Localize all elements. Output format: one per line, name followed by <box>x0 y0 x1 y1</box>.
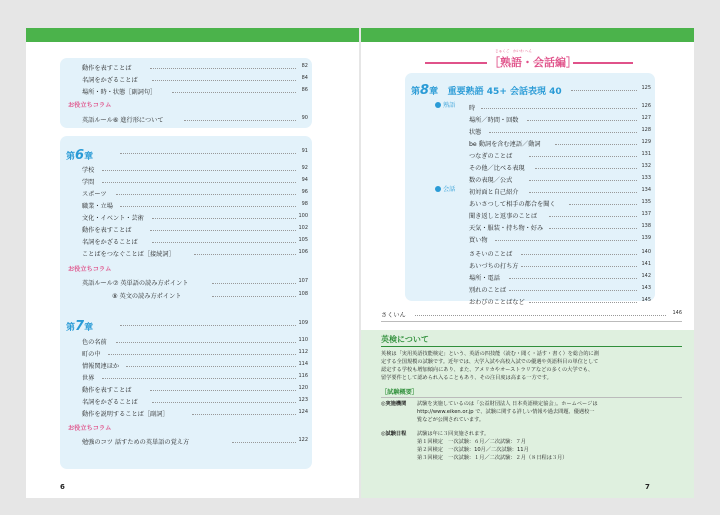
toc-page: 131 <box>641 151 651 157</box>
toc-row[interactable] <box>60 247 312 259</box>
toc-label: 名詞をかざることば <box>82 77 138 84</box>
toc-label: あいづちの打ち方 <box>469 263 519 270</box>
toc-row[interactable] <box>60 371 312 383</box>
toc-page: 137 <box>641 211 651 217</box>
toc-row[interactable] <box>405 247 655 259</box>
toc-label: 色の名前 <box>82 339 107 346</box>
toc-page: 92 <box>301 165 308 171</box>
toc-page: 108 <box>298 291 308 297</box>
toc-label: 情報関連ほか <box>82 363 120 370</box>
left-page <box>26 28 359 498</box>
org-label: ◎実施機関 <box>381 401 407 407</box>
toc-page: 84 <box>301 75 308 81</box>
toc-label: 勉強のコツ 話すための英単語の覚え方 <box>82 439 190 446</box>
toc-row[interactable] <box>60 199 312 211</box>
toc-row[interactable] <box>60 318 312 330</box>
toc-page: 116 <box>298 373 308 379</box>
toc-label: 職業・立場 <box>82 203 113 210</box>
toc-row[interactable] <box>60 289 312 301</box>
chapter8-heading[interactable]: 第8章 重要熟語 45+ 会話表現 40 <box>411 83 562 98</box>
toc-label: 町の中 <box>82 351 101 358</box>
toc-row[interactable] <box>405 197 655 209</box>
toc-page: 143 <box>641 285 651 291</box>
toc-row[interactable] <box>60 347 312 359</box>
toc-page: 141 <box>641 261 651 267</box>
toc-row[interactable] <box>60 359 312 371</box>
section-ruby: じゅくご かいわ へん <box>495 49 533 53</box>
toc-page: 96 <box>301 189 308 195</box>
toc-label: be 動詞を含む連語／動詞 <box>469 141 541 148</box>
toc-page: 106 <box>298 249 308 255</box>
toc-row[interactable] <box>405 259 655 271</box>
toc-row[interactable] <box>405 209 655 221</box>
org-line: 覧などが公開されています。 <box>417 417 485 423</box>
toc-page: 139 <box>641 235 651 241</box>
toc-label: 文化・イベント・芸術 <box>82 215 144 222</box>
toc-page: 140 <box>641 249 651 255</box>
toc-page: 145 <box>641 297 651 303</box>
toc-page: 127 <box>641 115 651 121</box>
toc-label: ⑧ 英文の読み方ポイント <box>112 293 182 300</box>
toc-row[interactable] <box>60 395 312 407</box>
toc-page: 110 <box>298 337 308 343</box>
toc-row[interactable] <box>405 125 655 137</box>
toc-label: 場所・電話 <box>469 275 500 282</box>
column-label: お役立ちコラム <box>68 266 112 273</box>
left-top-bar <box>26 28 359 42</box>
toc-page: 128 <box>641 127 651 133</box>
toc-page: 125 <box>641 85 651 91</box>
toc-label: つなぎのことば <box>469 153 513 160</box>
org-line: http://www.eiken.or.jp で、試験に関する詳しい情報や過去問題、優遇校一 <box>417 409 595 415</box>
toc-row[interactable] <box>405 161 655 173</box>
toc-label: 世界 <box>82 375 95 382</box>
toc-row[interactable] <box>405 83 655 95</box>
toc-label: 買い物 <box>469 237 488 244</box>
toc-row[interactable] <box>405 113 655 125</box>
toc-row[interactable] <box>405 185 655 197</box>
index-row[interactable] <box>381 308 682 320</box>
org-line: 試験を実施しているのは「公益財団法人 日本英語検定協会」。ホームページは <box>417 401 598 407</box>
chapter6-heading[interactable]: 第6章 <box>66 148 94 163</box>
toc-row[interactable] <box>405 221 655 233</box>
toc-row[interactable] <box>60 175 312 187</box>
chapter5-tail-card <box>60 58 312 128</box>
right-page <box>361 28 694 498</box>
toc-row[interactable] <box>405 137 655 149</box>
toc-page: 98 <box>301 201 308 207</box>
eiken-intro-line: 認定する学校も増加傾向にあり、また、アメリカやオーストラリアなどの多くの大学でも、 <box>381 367 594 373</box>
toc-label: 数の表現／公式 <box>469 177 513 184</box>
toc-label: ことばをつなぐことば［接続詞］ <box>82 251 175 258</box>
page-number: 7 <box>645 483 650 491</box>
toc-label: 学問 <box>82 179 95 186</box>
toc-page: 109 <box>298 320 308 326</box>
schedule-label: ◎試験日程 <box>381 431 407 437</box>
toc-row[interactable] <box>405 295 655 307</box>
toc-label: 学校 <box>82 167 95 174</box>
toc-row[interactable] <box>60 85 312 97</box>
toc-label: 動作を表すことば <box>82 227 132 234</box>
toc-page: 133 <box>641 175 651 181</box>
section-title: ［熟語・会話編］ <box>489 56 577 69</box>
eiken-intro-line: 留学要件として認められ入ることもあり、その注目度は高まる一方です。 <box>381 375 552 381</box>
toc-label: 初対面と自己紹介 <box>469 189 519 196</box>
toc-label: 天気・服装・持ち物・好み <box>469 225 544 232</box>
index-rule <box>381 321 682 322</box>
toc-label: 場所・時・状態［副詞句］ <box>82 89 157 96</box>
title-line-left <box>425 62 487 64</box>
toc-page: 105 <box>298 237 308 243</box>
toc-row[interactable] <box>405 233 655 245</box>
toc-row[interactable] <box>405 149 655 161</box>
overview-label: ［試験概要］ <box>381 389 419 396</box>
idioms-tag: 熟語 <box>435 100 455 109</box>
toc-page: 82 <box>301 63 308 69</box>
toc-page: 129 <box>641 139 651 145</box>
toc-label: その他／比べる表現 <box>469 165 525 172</box>
toc-page: 142 <box>641 273 651 279</box>
index-label: さくいん <box>381 312 406 319</box>
toc-page: 107 <box>298 278 308 284</box>
overview-rule <box>381 397 682 398</box>
toc-label: スポーツ <box>82 191 107 198</box>
toc-label: 名詞をかざることば <box>82 399 138 406</box>
toc-page: 91 <box>301 148 308 154</box>
toc-row[interactable] <box>60 73 312 85</box>
chapter7-card <box>60 309 312 469</box>
toc-page: 120 <box>298 385 308 391</box>
toc-label: 英語ルール⑦ 英単語の読み方ポイント <box>82 280 189 287</box>
toc-row[interactable] <box>405 271 655 283</box>
toc-page: 100 <box>298 213 308 219</box>
toc-label: おわびのことばなど <box>469 299 525 306</box>
toc-row[interactable] <box>60 146 312 158</box>
eiken-intro-line: 英検は「実用英語技能検定」という、英語の四技能（読む・聞く・話す・書く）を総合的に測 <box>381 351 599 357</box>
toc-label: 聞き返しと返事のことば <box>469 213 538 220</box>
eiken-rule <box>381 346 682 347</box>
toc-page: 124 <box>298 409 308 415</box>
toc-page: 126 <box>641 103 651 109</box>
toc-row[interactable] <box>60 335 312 347</box>
column-label: お役立ちコラム <box>68 102 112 109</box>
chapter8-card <box>405 73 655 306</box>
eiken-intro-line: 定する全国規模の試験です。近年では、大学入試や高校入試での優遇や英語科目の単位として <box>381 359 599 365</box>
toc-row[interactable] <box>60 61 312 73</box>
toc-label: 動作を表すことば <box>82 65 132 72</box>
toc-page: 122 <box>298 437 308 443</box>
toc-label: あいさつして相手の都合を聞く <box>469 201 556 208</box>
toc-label: 動作を説明することば［副詞］ <box>82 411 169 418</box>
toc-label: さそいのことば <box>469 251 513 258</box>
toc-page: 94 <box>301 177 308 183</box>
toc-page: 112 <box>298 349 308 355</box>
schedule-line: 第２回検定 一次試験：10月／二次試験：11月 <box>417 447 529 453</box>
toc-label: 動作を表すことば <box>82 387 132 394</box>
toc-page: 135 <box>641 199 651 205</box>
toc-label: 別れのことば <box>469 287 507 294</box>
toc-label: 英語ルール⑥ 進行形について <box>82 117 164 124</box>
toc-page: 123 <box>298 397 308 403</box>
toc-label: 状態 <box>469 129 482 136</box>
toc-page: 102 <box>298 225 308 231</box>
toc-row[interactable] <box>60 211 312 223</box>
toc-page: 132 <box>641 163 651 169</box>
page-number: 6 <box>60 483 65 491</box>
toc-row[interactable] <box>405 101 655 113</box>
eiken-title: 英検について <box>381 335 429 344</box>
toc-row[interactable] <box>60 407 312 419</box>
toc-row[interactable] <box>60 187 312 199</box>
schedule-line: 第１回検定 一次試験：６月／二次試験：７月 <box>417 439 526 445</box>
toc-row[interactable] <box>60 435 312 447</box>
toc-page: 86 <box>301 87 308 93</box>
column-label: お役立ちコラム <box>68 425 112 432</box>
toc-row[interactable] <box>405 283 655 295</box>
chapter7-heading[interactable]: 第7章 <box>66 319 94 334</box>
chapter6-card <box>60 136 312 332</box>
toc-row[interactable] <box>60 276 312 288</box>
toc-row[interactable] <box>60 383 312 395</box>
toc-page: 90 <box>301 115 308 121</box>
title-line-right <box>573 62 633 64</box>
toc-page: 134 <box>641 187 651 193</box>
toc-page: 138 <box>641 223 651 229</box>
conversation-tag: 会話 <box>435 184 455 193</box>
toc-row[interactable] <box>60 223 312 235</box>
toc-row[interactable] <box>60 235 312 247</box>
toc-label: 時 <box>469 105 476 112</box>
schedule-line: 第３回検定 一次試験：１月／二次試験：２月（８日程は３月） <box>417 455 568 461</box>
schedule-line: 試験は年に３回実施されます。 <box>417 431 490 437</box>
toc-row[interactable] <box>60 163 312 175</box>
toc-row[interactable] <box>60 113 312 125</box>
toc-page: 114 <box>298 361 308 367</box>
toc-label: 名詞をかざることば <box>82 239 138 246</box>
toc-label: 場所／時間・回数 <box>469 117 519 124</box>
index-page: 146 <box>672 310 682 316</box>
right-top-bar <box>361 28 694 42</box>
